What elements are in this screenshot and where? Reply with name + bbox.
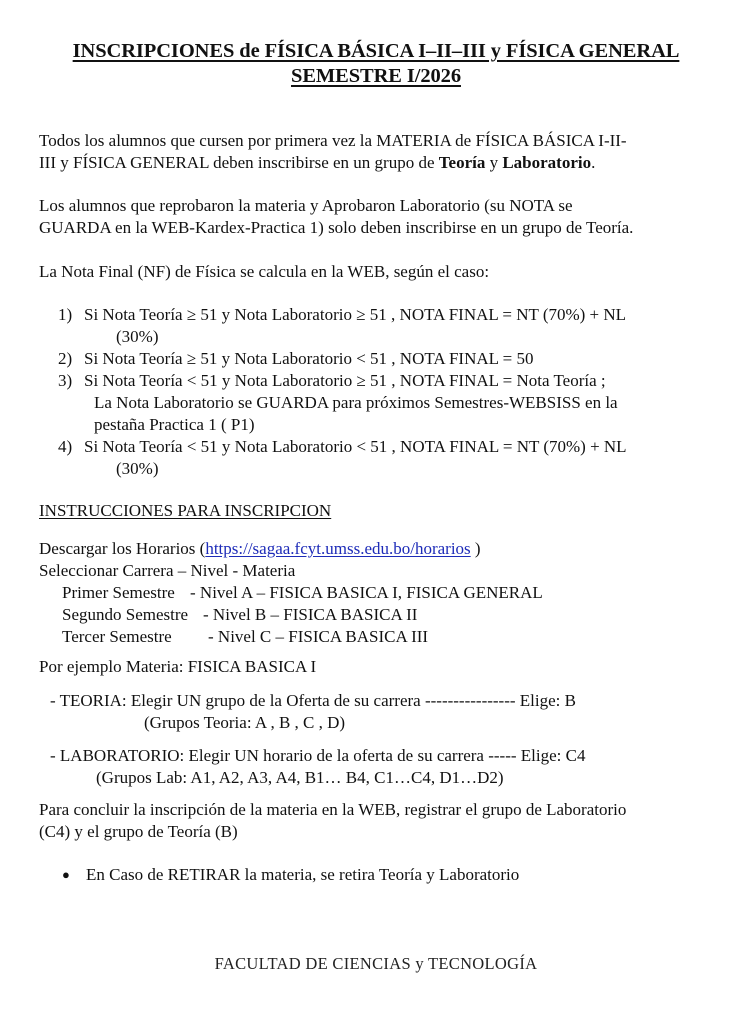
case-item-1-continuation: (30%) (116, 327, 159, 346)
intro-and: y (485, 153, 503, 172)
document-title-semester: SEMESTRE I/2026 (291, 65, 461, 87)
level-row-3 (62, 626, 428, 648)
level-detail: - Nivel A – FISICA BASICA I, FISICA GENERAL (190, 583, 543, 602)
teoria-instruction: - TEORIA: Elegir UN grupo de la Oferta de su carrera ---------------- Elige: B (50, 691, 576, 710)
level-detail: - Nivel C – FISICA BASICA III (208, 627, 429, 646)
conclude-line1: Para concluir la inscripción de la materia en la WEB, registrar el grupo de Laboratorio (39, 800, 627, 819)
case-item-1 (58, 304, 626, 326)
case-item-3-continuation-1: La Nota Laboratorio se GUARDA para próximos Semestres-WEBSISS en la (94, 393, 618, 412)
case-item-3 (58, 370, 606, 392)
level-row-2 (62, 604, 417, 626)
bold-laboratorio: Laboratorio (502, 153, 592, 172)
intro-paragraph-2-line1: Los alumnos que reprobaron la materia y Aprobaron Laboratorio (su NOTA se (39, 196, 573, 215)
case-text: Si Nota Teoría ≥ 51 y Nota Laboratorio < 51 , NOTA FINAL = 50 (84, 349, 534, 368)
withdraw-bullet-item (62, 864, 519, 886)
download-schedules-line (39, 538, 481, 560)
case-number: 2) (58, 349, 73, 368)
instructions-heading: INSTRUCCIONES PARA INSCRIPCION (39, 501, 332, 520)
footer-faculty: FACULTAD DE CIENCIAS y TECNOLOGÍA (214, 954, 538, 973)
case-text: Si Nota Teoría < 51 y Nota Laboratorio < 51 , NOTA FINAL = NT (70%) + NL (84, 437, 627, 456)
intro-paragraph-1-line2 (39, 152, 595, 174)
case-text: Si Nota Teoría < 51 y Nota Laboratorio ≥ 51 , NOTA FINAL = Nota Teoría ; (84, 371, 606, 390)
case-item-4 (58, 436, 627, 458)
schedules-link[interactable]: https://sagaa.fcyt.umss.edu.bo/horarios (205, 539, 471, 558)
case-text: Si Nota Teoría ≥ 51 y Nota Laboratorio ≥ 51 , NOTA FINAL = NT (70%) + NL (84, 305, 627, 324)
bold-teoria: Teoría (438, 153, 486, 172)
level-semester: Tercer Semestre (62, 627, 172, 646)
example-subject: Por ejemplo Materia: FISICA BASICA I (39, 657, 317, 676)
level-semester: Segundo Semestre (62, 605, 189, 624)
case-item-2 (58, 348, 533, 370)
laboratorio-instruction: - LABORATORIO: Elegir UN horario de la oferta de su carrera ----- Elige: C4 (50, 746, 586, 765)
conclude-line2: (C4) y el grupo de Teoría (B) (39, 822, 238, 841)
nota-final-intro: La Nota Final (NF) de Física se calcula en la WEB, según el caso: (39, 262, 490, 281)
intro-paragraph-2-line2: GUARDA en la WEB-Kardex-Practica 1) solo deben inscribirse en un grupo de Teoría. (39, 218, 634, 237)
level-semester: Primer Semestre (62, 583, 175, 602)
bullet-icon: ● (62, 867, 70, 882)
download-suffix: ) (470, 539, 481, 558)
intro-paragraph-1-line1: Todos los alumnos que cursen por primera vez la MATERIA de FÍSICA BÁSICA I-II- (39, 131, 627, 150)
select-career-line: Seleccionar Carrera – Nivel - Materia (39, 561, 296, 580)
level-detail: - Nivel B – FISICA BASICA II (203, 605, 418, 624)
teoria-groups: (Grupos Teoria: A , B , C , D) (144, 713, 346, 732)
download-prefix: Descargar los Horarios ( (39, 539, 206, 558)
intro-period: . (591, 153, 596, 172)
level-row-1 (62, 582, 543, 604)
case-item-4-continuation: (30%) (116, 459, 159, 478)
bullet-text: En Caso de RETIRAR la materia, se retira Teoría y Laboratorio (86, 865, 520, 884)
case-number: 1) (58, 305, 73, 324)
laboratorio-groups: (Grupos Lab: A1, A2, A3, A4, B1… B4, C1…C4, D1…D2) (96, 768, 504, 787)
case-number: 4) (58, 437, 73, 456)
document-title-line1: INSCRIPCIONES de FÍSICA BÁSICA I–II–III y FÍSICA GENERAL (72, 40, 680, 62)
intro-text: III y FÍSICA GENERAL deben inscribirse en un grupo de (39, 153, 439, 172)
case-number: 3) (58, 371, 73, 390)
case-item-3-continuation-2: pestaña Practica 1 ( P1) (94, 415, 255, 434)
